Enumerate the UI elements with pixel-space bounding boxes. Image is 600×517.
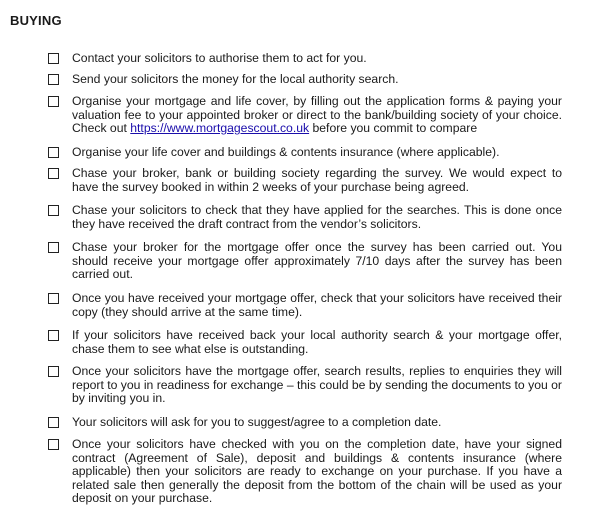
checklist-item-text: Once your solicitors have the mortgage offer, search results, replies to enquiries they will report to you in readiness for exchange – this could be by sending the documents to you or by inviting you in. <box>72 364 562 406</box>
checkbox[interactable] <box>48 439 59 450</box>
checklist-item-text: Once you have received your mortgage offer, check that your solicitors have received their copy (they should arrive at the same time). <box>72 291 562 319</box>
checkbox[interactable] <box>48 96 59 107</box>
checklist-item-text: Chase your solicitors to check that they have applied for the searches. This is done once they have received the draft contract from the vendor’s solicitors. <box>72 203 562 231</box>
section-heading: BUYING <box>10 13 62 28</box>
checklist-item-text: Contact your solicitors to authorise them to act for you. <box>72 51 367 65</box>
checklist-item-text <box>72 95 562 136</box>
checkbox[interactable] <box>48 417 59 428</box>
checklist-item-text: Send your solicitors the money for the local authority search. <box>72 72 399 86</box>
checkbox[interactable] <box>48 205 59 216</box>
checklist-item-text: Chase your broker, bank or building society regarding the survey. We would expect to have the survey booked in within 2 weeks of your purchase being agreed. <box>72 166 562 194</box>
checklist-item-text: Chase your broker for the mortgage offer once the survey has been carried out. You should receive your mortgage offer approximately 7/10 days after the survey has been carried out. <box>72 240 562 282</box>
item-text-after-link: before you commit to compare <box>309 121 478 136</box>
checklist-item-text: Organise your life cover and buildings & contents insurance (where applicable). <box>72 145 500 159</box>
checkbox[interactable] <box>48 74 59 85</box>
checklist-item-text: Your solicitors will ask for you to suggest/agree to a completion date. <box>72 415 442 429</box>
mortgagescout-link[interactable]: https://www.mortgagescout.co.uk <box>130 121 310 136</box>
checkbox[interactable] <box>48 168 59 179</box>
checkbox[interactable] <box>48 293 59 304</box>
checkbox[interactable] <box>48 53 59 64</box>
checkbox[interactable] <box>48 366 59 377</box>
checkbox[interactable] <box>48 330 59 341</box>
checklist-item-text: Once your solicitors have checked with you on the completion date, have your signed contract (Agreement of Sale), deposit and buildings & contents insurance (where applicable) then your solicitors are ready to exchange on your purchase. If you have a related sale then generally the deposit from the bottom of the chain will be used as your deposit on your purchase. <box>72 437 562 506</box>
checklist-item-text: If your solicitors have received back your local authority search & your mortgage offer, chase them to see what else is outstanding. <box>72 328 562 356</box>
checkbox[interactable] <box>48 147 59 158</box>
item-text-before-link: Organise your mortgage and life cover, by filling out the application forms & paying your valuation fee to your appointed broker or direct to the bank/building society of your choice. Check out <box>72 94 562 136</box>
checkbox[interactable] <box>48 242 59 253</box>
